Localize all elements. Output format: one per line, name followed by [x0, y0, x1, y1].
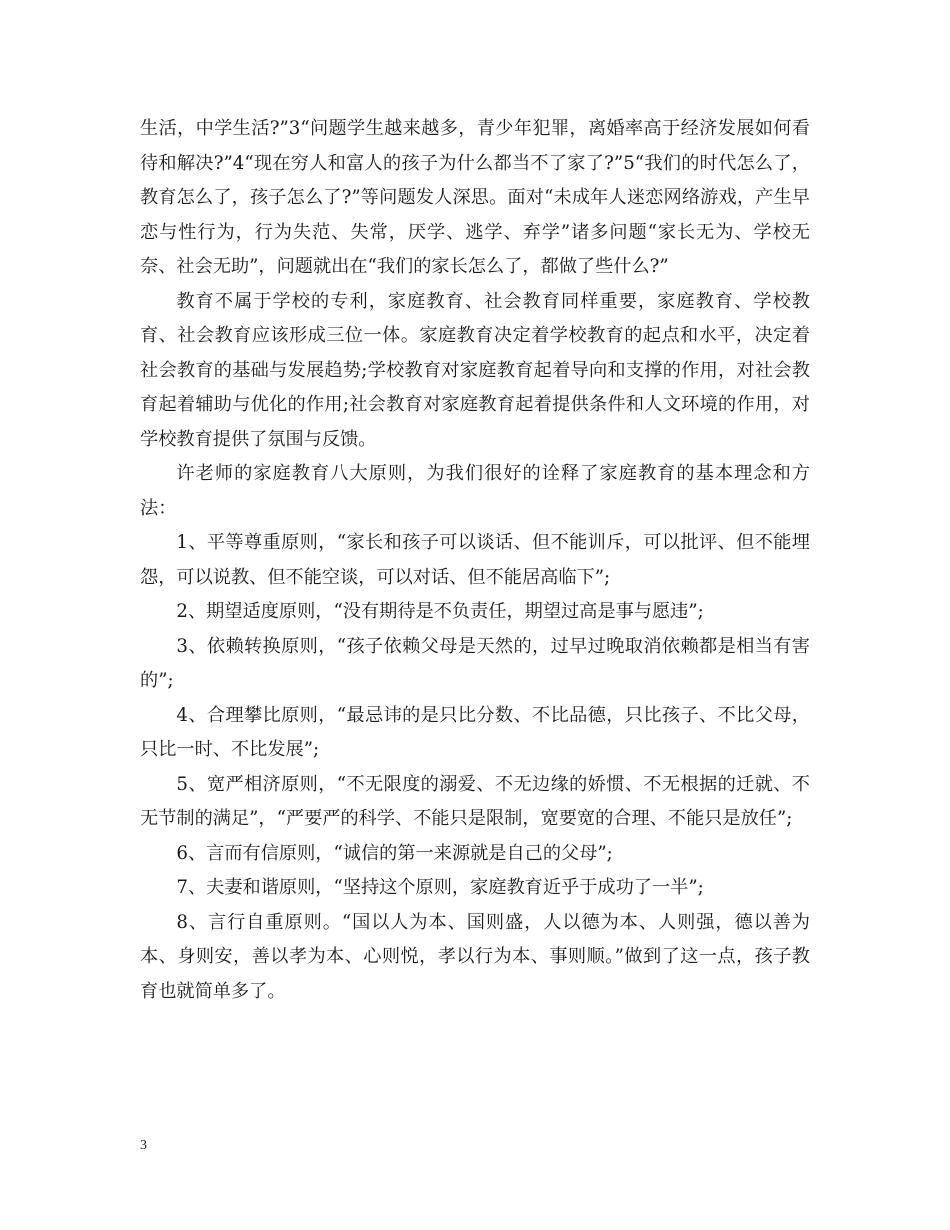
principle-7-marital-harmony: 7、夫妻和谐原则，“坚持这个原则，家庭教育近乎于成功了一半”;	[176, 877, 704, 898]
principle-2-moderate-expectation: 2、期望适度原则，“没有期待是不负责任，期望过高是事与愿违”;	[176, 601, 704, 622]
paragraph-intro-questions: 生活，中学生活?”3“问题学生越来越多，青少年犯罪，离婚率高于经济发展如何看待和解决?”4“现在穷人和富人的孩子为什么都当不了家了?”5“我们的时代怎么了，教育怎么了，孩子怎么了?”等问题发人深思。面对“未成年人迷恋网络游戏，产生早恋与性行为，行为失范、失常，厌学、逃学、弃学”诸多问题“家长无为、学校无奈、社会无助”，问题就出在“我们的家长怎么了，都做了些什么?”	[140, 118, 810, 277]
paragraph-education-trinity: 教育不属于学校的专利，家庭教育、社会教育同样重要，家庭教育、学校教育、社会教育应该形成三位一体。家庭教育决定着学校教育的起点和水平，决定着社会教育的基础与发展趋势;学校教育对家庭教育起着导向和支撑的作用，对社会教育起着辅助与优化的作用;社会教育对家庭教育起着提供条件和人文环境的作用，对学校教育提供了氛围与反馈。	[140, 290, 810, 450]
principle-3-dependency-transition: 3、依赖转换原则，“孩子依赖父母是天然的，过早过晚取消依赖都是相当有害的”;	[140, 635, 810, 691]
paragraph-eight-principles-intro: 许老师的家庭教育八大原则，为我们很好的诠释了家庭教育的基本理念和方法：	[140, 463, 810, 519]
principle-5-strict-lenient-balance: 5、宽严相济原则，“不无限度的溺爱、不无边缘的娇惯、不无根据的迁就、不无节制的满足”，“严要严的科学、不能只是限制，宽要宽的合理、不能只是放任”;	[140, 773, 810, 829]
page-number: 3	[140, 1138, 147, 1153]
document-body	[140, 112, 810, 1009]
principle-4-reasonable-comparison: 4、合理攀比原则，“最忌讳的是只比分数、不比品德，只比孩子、不比父母，只比一时、不比发展”;	[140, 704, 810, 760]
principle-6-keep-promises: 6、言而有信原则，“诚信的第一来源就是自己的父母”;	[176, 842, 613, 864]
principle-1-equality-respect: 1、平等尊重原则，“家长和孩子可以谈话、但不能训斥，可以批评、但不能埋怨，可以说教、但不能空谈，可以对话、但不能居高临下”;	[140, 532, 810, 588]
principle-8-self-respect-conduct: 8、言行自重原则。“国以人为本、国则盛，人以德为本、人则强，德以善为本、身则安，善以孝为本、心则悦，孝以行为本、事则顺。”做到了这一点，孩子教育也就简单多了。	[140, 911, 810, 1002]
